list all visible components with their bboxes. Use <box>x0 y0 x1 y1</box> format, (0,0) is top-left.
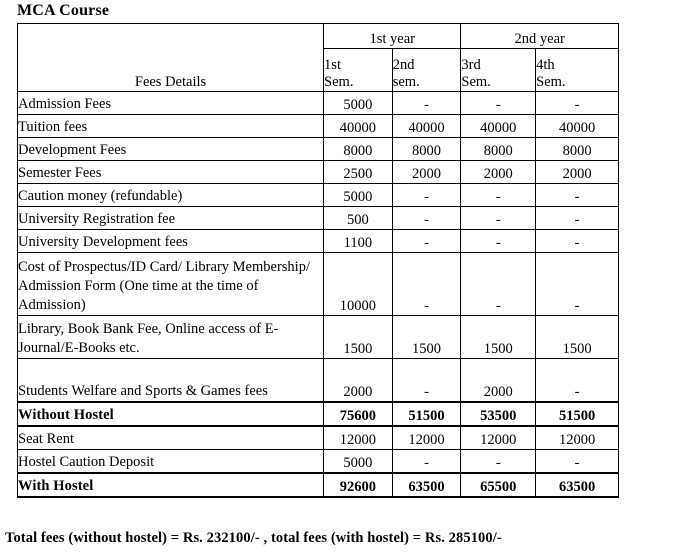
fee-amount-cell: 2000 <box>392 161 461 184</box>
fee-amount-cell: - <box>536 450 619 474</box>
fee-label-cell: Admission Fees <box>18 92 324 115</box>
fee-amount-cell: 2500 <box>324 161 393 184</box>
fee-amount-cell: 8000 <box>392 138 461 161</box>
fee-label-cell: Development Fees <box>18 138 324 161</box>
fee-amount-cell: 40000 <box>461 115 536 138</box>
table-header <box>18 24 619 92</box>
fee-amount-cell: 1500 <box>392 316 461 359</box>
sem-3-line1: 3rd <box>461 57 481 73</box>
sem-1-line1: 1st <box>324 57 341 73</box>
fee-amount-cell: - <box>536 92 619 115</box>
column-header-sem-4 <box>536 49 619 92</box>
fee-amount-cell: 40000 <box>392 115 461 138</box>
fee-amount-cell: 5000 <box>324 450 393 474</box>
column-header-year-1: 1st year <box>324 24 461 49</box>
fee-amount-cell: - <box>461 450 536 474</box>
fee-label-cell: Without Hostel <box>18 402 324 426</box>
fee-amount-cell: 63500 <box>536 473 619 497</box>
fee-amount-cell: - <box>461 184 536 207</box>
fee-amount-cell: 8000 <box>536 138 619 161</box>
fee-label-cell: University Development fees <box>18 230 324 253</box>
fee-amount-cell: - <box>392 450 461 474</box>
fee-amount-cell: - <box>392 92 461 115</box>
column-header-sem-3 <box>461 49 536 92</box>
fee-amount-cell: 1100 <box>324 230 393 253</box>
table-body <box>18 92 619 498</box>
fee-amount-cell: - <box>392 359 461 403</box>
fee-amount-cell: 8000 <box>461 138 536 161</box>
table-row <box>18 253 619 316</box>
fee-amount-cell: - <box>392 207 461 230</box>
fee-label-cell: Caution money (refundable) <box>18 184 324 207</box>
table-row <box>18 115 619 138</box>
fee-amount-cell: 1500 <box>324 316 393 359</box>
sem-4-line1: 4th <box>536 57 555 73</box>
fee-label-cell: Library, Book Bank Fee, Online access of E-Journal/E-Books etc. <box>18 316 324 359</box>
fee-amount-cell: - <box>536 253 619 316</box>
table-row <box>18 184 619 207</box>
table-row <box>18 161 619 184</box>
fee-amount-cell: 40000 <box>536 115 619 138</box>
fee-label-cell: University Registration fee <box>18 207 324 230</box>
table-row <box>18 316 619 359</box>
fee-label-cell: Hostel Caution Deposit <box>18 450 324 474</box>
fee-amount-cell: 8000 <box>324 138 393 161</box>
column-header-sem-1 <box>324 49 393 92</box>
fee-amount-cell: - <box>392 253 461 316</box>
fee-amount-cell: - <box>392 230 461 253</box>
sem-3-line2: Sem. <box>461 74 491 90</box>
fee-amount-cell: 2000 <box>536 161 619 184</box>
fee-amount-cell: - <box>461 253 536 316</box>
fee-label-cell: With Hostel <box>18 473 324 497</box>
fee-amount-cell: 40000 <box>324 115 393 138</box>
column-header-fees-details: Fees Details <box>18 24 324 92</box>
table-row <box>18 138 619 161</box>
table-row <box>18 92 619 115</box>
fee-amount-cell: 2000 <box>324 359 393 403</box>
fee-amount-cell: - <box>461 230 536 253</box>
fee-amount-cell: 10000 <box>324 253 393 316</box>
fee-amount-cell: - <box>461 207 536 230</box>
fee-label-cell: Cost of Prospectus/ID Card/ Library Membership/ Admission Form (One time at the time of Admission) <box>18 253 324 316</box>
fee-amount-cell: - <box>536 230 619 253</box>
fee-amount-cell: - <box>461 92 536 115</box>
fee-amount-cell: - <box>536 207 619 230</box>
fee-amount-cell: 75600 <box>324 402 393 426</box>
fee-amount-cell: 2000 <box>461 359 536 403</box>
sem-1-line2: Sem. <box>324 74 354 90</box>
fee-amount-cell: 500 <box>324 207 393 230</box>
sem-4-line2: Sem. <box>536 74 566 90</box>
fee-amount-cell: 1500 <box>461 316 536 359</box>
fee-amount-cell: 12000 <box>536 426 619 450</box>
table-row <box>18 473 619 497</box>
fee-amount-cell: 51500 <box>536 402 619 426</box>
fee-amount-cell: 53500 <box>461 402 536 426</box>
fee-amount-cell: - <box>536 359 619 403</box>
fee-amount-cell: 12000 <box>392 426 461 450</box>
fee-label-cell: Tuition fees <box>18 115 324 138</box>
fee-amount-cell: 12000 <box>461 426 536 450</box>
fee-amount-cell: 63500 <box>392 473 461 497</box>
column-header-sem-2 <box>392 49 461 92</box>
table-row <box>18 402 619 426</box>
header-row-year <box>18 24 619 49</box>
fee-amount-cell: 92600 <box>324 473 393 497</box>
total-fees-note: Total fees (without hostel) = Rs. 232100/- , total fees (with hostel) = Rs. 285100/- <box>5 530 502 546</box>
fee-label-cell: Students Welfare and Sports & Games fees <box>18 359 324 403</box>
fee-amount-cell: 5000 <box>324 184 393 207</box>
fee-amount-cell: 12000 <box>324 426 393 450</box>
page-title: MCA Course <box>17 2 110 19</box>
sem-2-line1: 2nd <box>392 57 415 73</box>
table-row <box>18 207 619 230</box>
fee-amount-cell: - <box>536 184 619 207</box>
fee-amount-cell: 65500 <box>461 473 536 497</box>
sem-2-line2: sem. <box>392 74 420 90</box>
table-row <box>18 426 619 450</box>
column-header-year-2: 2nd year <box>461 24 619 49</box>
fee-label-cell: Semester Fees <box>18 161 324 184</box>
fees-table-container <box>17 23 619 498</box>
fee-amount-cell: 5000 <box>324 92 393 115</box>
fee-amount-cell: 2000 <box>461 161 536 184</box>
fee-label-cell: Seat Rent <box>18 426 324 450</box>
table-row <box>18 359 619 403</box>
fee-amount-cell: 1500 <box>536 316 619 359</box>
fee-amount-cell: - <box>392 184 461 207</box>
fees-table <box>17 23 619 498</box>
table-row <box>18 230 619 253</box>
table-row <box>18 450 619 474</box>
fee-amount-cell: 51500 <box>392 402 461 426</box>
